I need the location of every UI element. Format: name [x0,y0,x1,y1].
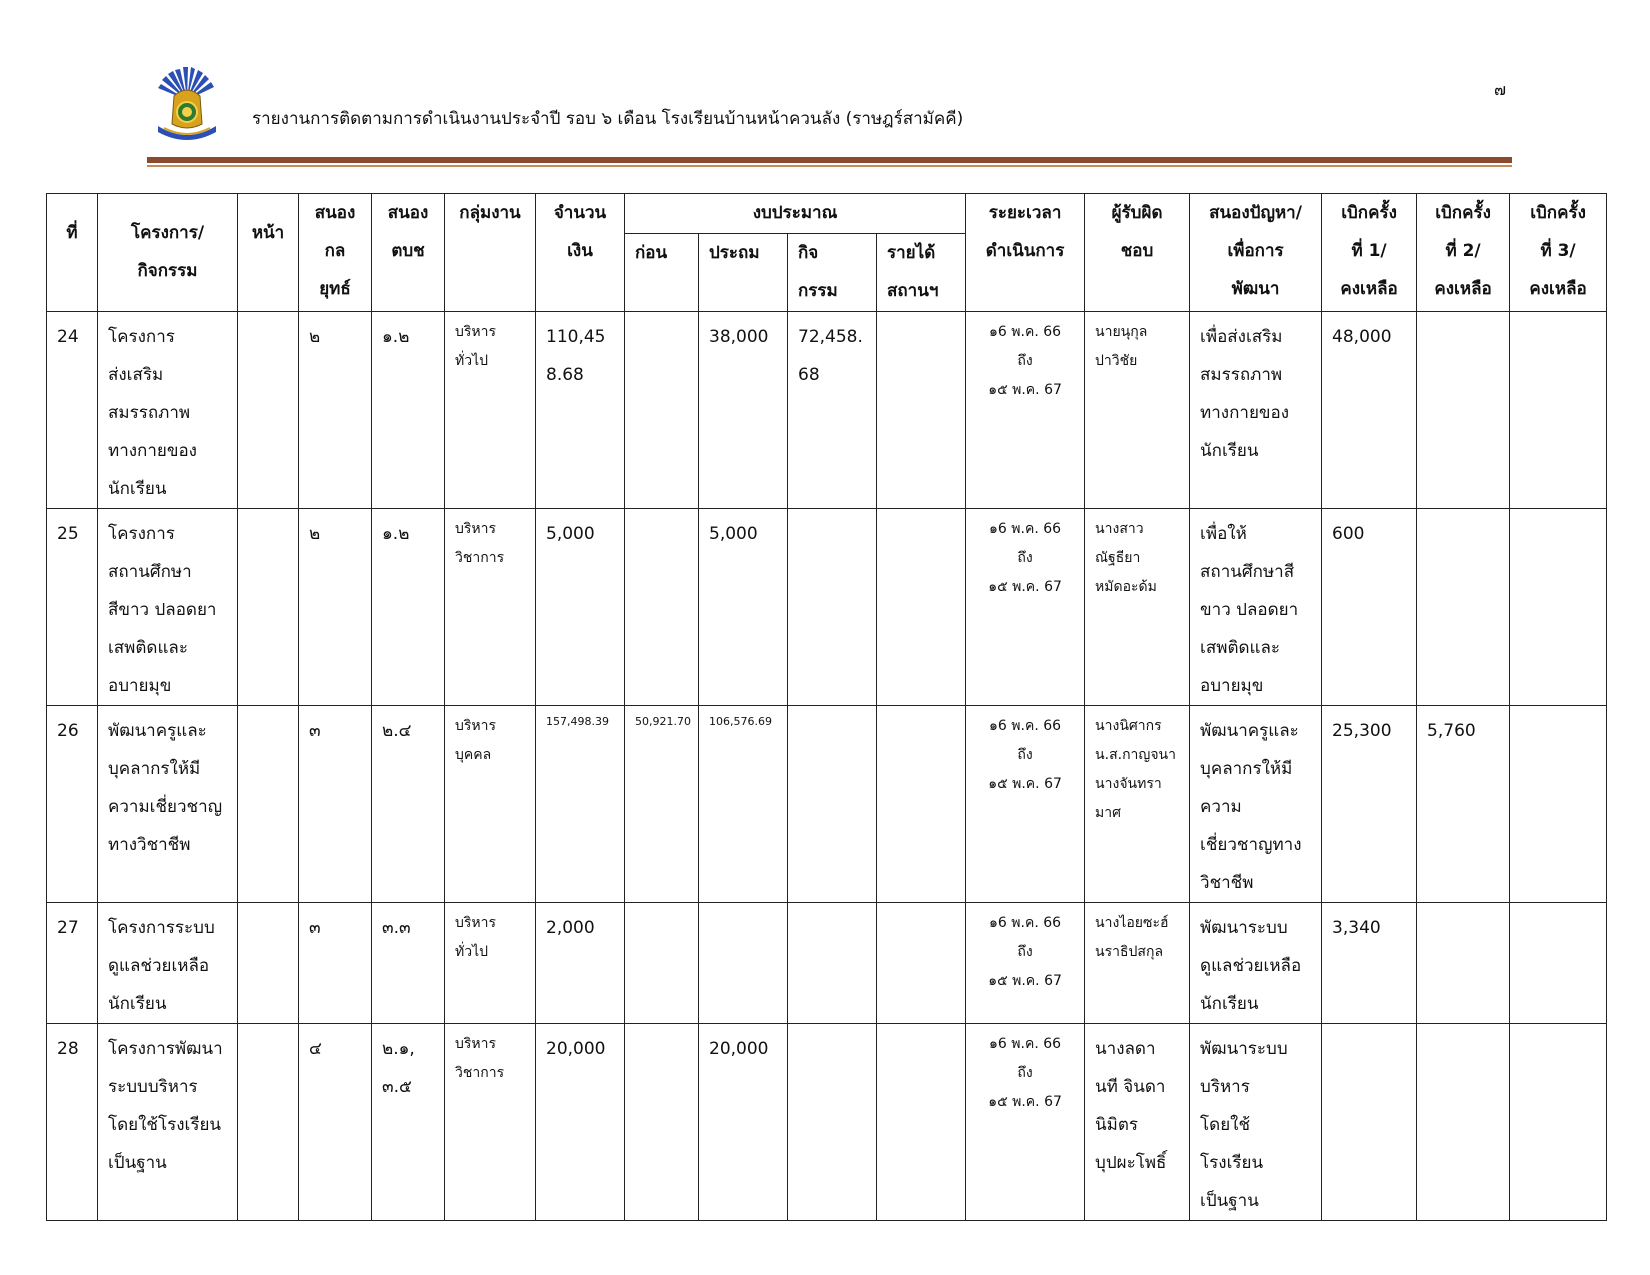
cell-budget-before [625,903,698,909]
cell-purpose: พัฒนาระบบ ดูแลช่วยเหลือ นักเรียน [1200,918,1302,1014]
col-amount: จำนวน เงิน [536,194,625,312]
cell-withdraw1: 3,340 [1332,918,1381,938]
cell-strategy: ๓ [309,721,321,741]
cell-budget-income [877,903,965,909]
header-rule-thin [147,165,1512,167]
cell-budget-activity [788,1024,876,1030]
cell-amount: 2,000 [546,918,595,938]
cell-indicator: ๒.๔ [382,721,412,741]
cell-withdraw1 [1322,1024,1416,1030]
cell-budget-before [625,509,698,515]
cell-strategy: ๔ [309,1039,322,1059]
cell-budget-basic [699,903,787,909]
cell-responsible: นางลดา นที จินดา นิมิตร บุปผะโพธิ์ [1095,1039,1167,1173]
col-indicator: สนอง ตบช [372,194,445,312]
cell-budget-basic: 5,000 [709,524,758,544]
cell-page [238,509,298,515]
cell-budget-income [877,509,965,515]
cell-budget-income [877,312,965,318]
cell-amount: 110,45 8.68 [546,327,606,385]
col-withdraw3: เบิกครั้ง ที่ 3/ คงเหลือ [1510,194,1607,312]
cell-withdraw2 [1417,509,1509,515]
col-withdraw1: เบิกครั้ง ที่ 1/ คงเหลือ [1322,194,1417,312]
col-budget: งบประมาณ [625,194,966,234]
cell-budget-income [877,706,965,712]
cell-no: 28 [57,1039,79,1059]
cell-work-group: บริหาร บุคคล [455,718,497,763]
cell-page [238,1024,298,1030]
cell-budget-basic: 20,000 [709,1039,769,1059]
cell-budget-before [625,1024,698,1030]
cell-withdraw1: 600 [1332,524,1365,544]
cell-indicator: ๓.๓ [382,918,411,938]
cell-page [238,312,298,318]
cell-no: 27 [57,918,79,938]
cell-project: โครงการพัฒนา ระบบบริหาร โดยใช้โรงเรียน เป็นฐาน [108,1039,223,1173]
page-title: รายงานการติดตามการดำเนินงานประจำปี รอบ ๖ เดือน โรงเรียนบ้านหน้าควนลัง (ราษฎร์สามัคคี) [252,109,964,129]
cell-strategy: ๓ [309,918,321,938]
cell-withdraw2: 5,760 [1427,721,1476,741]
col-budget-income: รายได้ สถานฯ [877,234,966,312]
cell-budget-activity [788,509,876,515]
col-strategy: สนอง กล ยุทธ์ [299,194,372,312]
cell-amount: 157,498.39 [546,715,609,728]
table-row [47,312,1607,509]
cell-purpose: พัฒนาระบบ บริหาร โดยใช้โรงเรียน เป็นฐาน [1200,1039,1288,1211]
cell-withdraw1: 25,300 [1332,721,1392,741]
cell-page [238,706,298,712]
cell-budget-activity: 72,458. 68 [798,327,863,385]
cell-responsible: นายนุกุล ปาวิชัย [1095,324,1148,369]
cell-purpose: เพื่อให้ สถานศึกษาสี ขาว ปลอดยา เสพติดและ อบายมุข [1200,524,1299,696]
cell-amount: 20,000 [546,1039,606,1059]
col-work-group: กลุ่มงาน [445,194,536,312]
col-withdraw2: เบิกครั้ง ที่ 2/ คงเหลือ [1417,194,1510,312]
col-page: หน้า [238,194,299,312]
col-budget-before: ก่อน [625,234,699,312]
project-table [46,193,1607,1221]
col-budget-activity: กิจ กรรม [788,234,877,312]
cell-withdraw2 [1417,903,1509,909]
table-row [47,509,1607,706]
cell-strategy: ๒ [309,327,321,347]
col-responsible: ผู้รับผิด ชอบ [1085,194,1190,312]
col-purpose: สนองปัญหา/ เพื่อการ พัฒนา [1190,194,1322,312]
cell-withdraw3 [1510,312,1606,318]
cell-work-group: บริหาร วิชาการ [455,521,505,566]
cell-project: โครงการ ส่งเสริม สมรรถภาพ ทางกายของ นักเรียน [108,327,197,499]
header-rule-thick [147,157,1512,163]
cell-no: 25 [57,524,79,544]
table-row [47,1024,1607,1221]
cell-work-group: บริหาร วิชาการ [455,1036,505,1081]
cell-withdraw2 [1417,312,1509,318]
cell-indicator: ๑.๒ [382,524,410,544]
cell-withdraw3 [1510,509,1606,515]
cell-work-group: บริหาร ทั่วไป [455,915,497,960]
cell-budget-activity [788,903,876,909]
cell-budget-before: 50,921.70 [635,715,691,728]
cell-withdraw2 [1417,1024,1509,1030]
cell-project: พัฒนาครูและ บุคลากรให้มี ความเชี่ยวชาญ ทางวิชาชีพ [108,721,223,855]
cell-project: โครงการระบบ ดูแลช่วยเหลือ นักเรียน [108,918,215,1014]
cell-purpose: เพื่อส่งเสริม สมรรถภาพ ทางกายของ นักเรียน [1200,327,1290,461]
cell-period: ๑6 พ.ค. 66 ถึง ๑๕ พ.ค. 67 [988,915,1062,989]
cell-budget-before [625,312,698,318]
cell-period: ๑6 พ.ค. 66 ถึง ๑๕ พ.ค. 67 [988,1036,1062,1110]
cell-purpose: พัฒนาครูและ บุคลากรให้มี ความ เชี่ยวชาญทาง วิชาชีพ [1200,721,1302,893]
cell-no: 24 [57,327,79,347]
table-header-row [47,194,1607,234]
cell-indicator: ๒.๑, ๓.๕ [382,1039,415,1097]
table-row [47,706,1607,903]
cell-project: โครงการ สถานศึกษา สีขาว ปลอดยา เสพติดและ อบายมุข [108,524,217,696]
school-emblem-icon [150,66,224,146]
cell-budget-income [877,1024,965,1030]
cell-withdraw3 [1510,1024,1606,1030]
cell-work-group: บริหาร ทั่วไป [455,324,497,369]
cell-budget-activity [788,706,876,712]
cell-indicator: ๑.๒ [382,327,410,347]
page-number: ๗ [1494,80,1507,99]
cell-responsible: นางไอยซะฮ์ นราธิปสกุล [1095,915,1169,960]
cell-period: ๑6 พ.ค. 66 ถึง ๑๕ พ.ค. 67 [988,718,1062,792]
col-project: โครงการ/ กิจกรรม [98,194,238,312]
cell-responsible: นางสาว ณัฐธียา หมัดอะด้ม [1095,521,1157,595]
cell-withdraw3 [1510,706,1606,712]
table-row [47,903,1607,1024]
cell-amount: 5,000 [546,524,595,544]
cell-withdraw1: 48,000 [1332,327,1392,347]
cell-period: ๑6 พ.ค. 66 ถึง ๑๕ พ.ค. 67 [988,521,1062,595]
cell-strategy: ๒ [309,524,321,544]
col-no: ที่ [47,194,98,312]
cell-budget-basic: 106,576.69 [709,715,772,728]
cell-page [238,903,298,909]
col-period: ระยะเวลา ดำเนินการ [966,194,1085,312]
cell-budget-basic: 38,000 [709,327,769,347]
cell-period: ๑6 พ.ค. 66 ถึง ๑๕ พ.ค. 67 [988,324,1062,398]
cell-responsible: นางนิศากร น.ส.กาญจนา นางจันทรา มาศ [1095,718,1176,821]
cell-no: 26 [57,721,79,741]
col-budget-basic: ประถม [699,234,788,312]
cell-withdraw3 [1510,903,1606,909]
